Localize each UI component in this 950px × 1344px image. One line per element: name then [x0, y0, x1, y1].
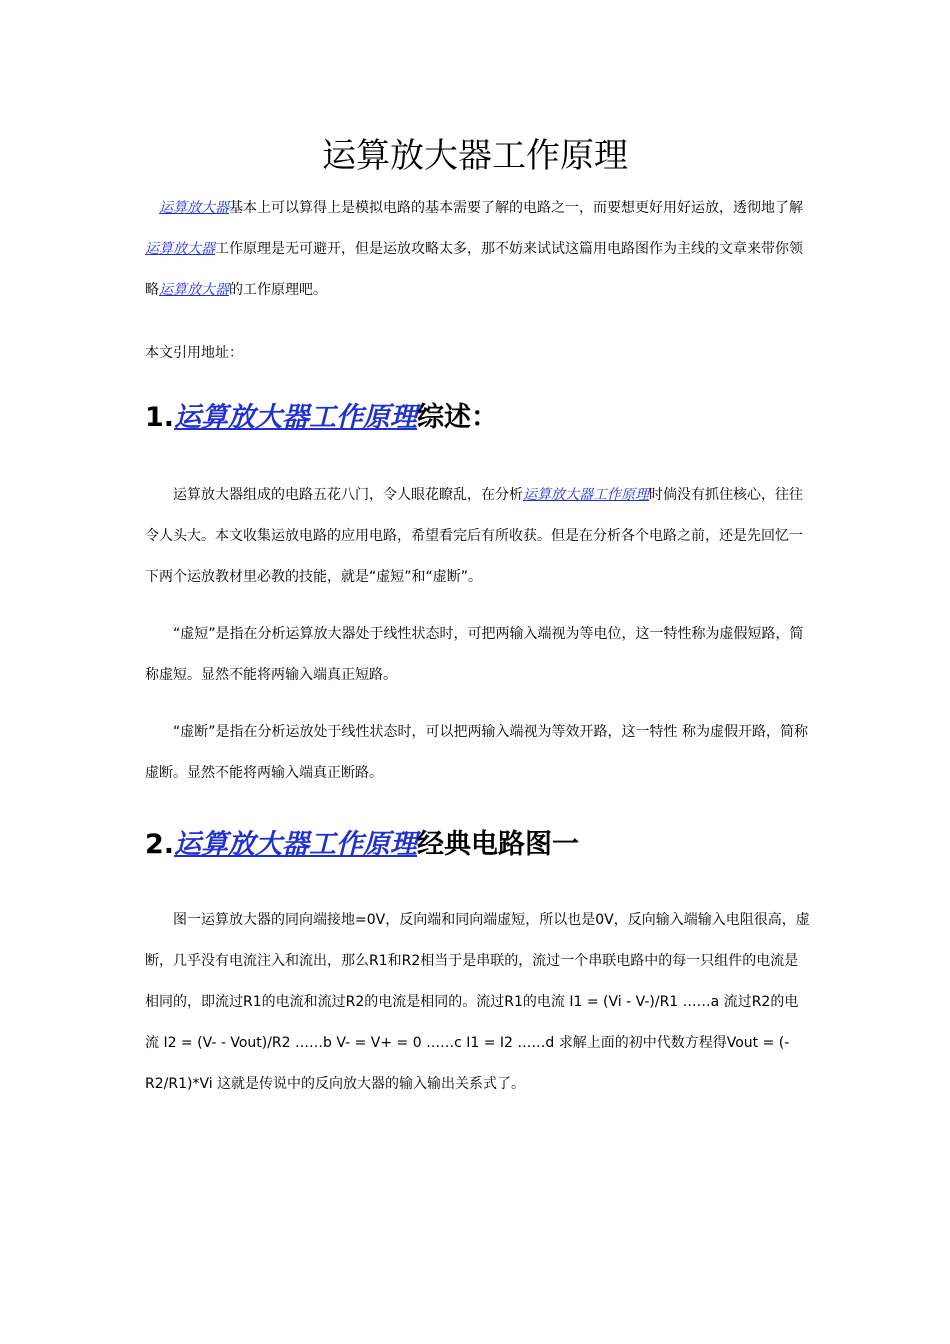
- intro-link-op-amp-2[interactable]: 运算放大器: [145, 241, 215, 257]
- summary-paragraph: [145, 475, 810, 598]
- section-1-rest: 综述：: [417, 402, 499, 433]
- section-2-heading: [145, 825, 845, 865]
- reference-address-label: 本文引用地址：: [145, 345, 243, 361]
- intro-text-3: 的工作原理吧。: [229, 282, 327, 298]
- virtual-open-paragraph: “虚断”是指在分析运放处于线性状态时，可以把两输入端视为等效开路，这一特性 称为虚假开路，简称虚断。显然不能将两输入端真正断路。: [145, 724, 808, 781]
- section-1-heading: [145, 398, 845, 438]
- section-1-number: 1.: [145, 402, 175, 433]
- section-1-link[interactable]: 运算放大器工作原理: [174, 402, 418, 433]
- intro-link-op-amp-1[interactable]: 运算放大器: [159, 200, 229, 216]
- intro-link-op-amp-3[interactable]: 运算放大器: [159, 282, 229, 298]
- section-2-number: 2.: [145, 829, 175, 860]
- summary-link-op-amp-principle[interactable]: 运算放大器工作原理: [523, 487, 649, 503]
- summary-text-pre: 运算放大器组成的电路五花八门，令人眼花瞭乱，在分析: [173, 487, 523, 503]
- circuit-1-paragraph: 图一运算放大器的同向端接地=0V，反向端和同向端虚短，所以也是0V，反向输入端输入电阻很高，虚断，几乎没有电流注入和流出，那么R1和R2相当于是串联的，流过一个串联电路中的每一只组件的电流是相同的，即流过R1的电流和流过R2的电流是相同的。流过R1的电流 I1 = (Vi - V-)/R1 ……a 流过R2的电流 I2 = (V- - Vout)/R2 ……b V- = V+ = 0 ……c I1 = I2 ……d 求解上面的初中代数方程得Vout = (-R2/R1)*Vi 这就是传说中的反向放大器的输入输出关系式了。: [145, 912, 810, 1092]
- virtual-short-paragraph: “虚短”是指在分析运算放大器处于线性状态时，可把两输入端视为等电位，这一特性称为虚假短路，简称虚短。显然不能将两输入端真正短路。: [145, 626, 804, 683]
- section-2-rest: 经典电路图一: [417, 829, 580, 860]
- page-title: 运算放大器工作原理: [322, 136, 628, 176]
- intro-text-2: 工作原理是无可避开，但是运放攻略太多，那不妨来试试这篇用电路图作为主线的文章来带你领略: [145, 241, 803, 298]
- intro-text-1: 基本上可以算得上是模拟电路的基本需要了解的电路之一，而要想更好用好运放，透彻地了解: [229, 200, 803, 216]
- section-2-link[interactable]: 运算放大器工作原理: [174, 829, 418, 860]
- summary-text-post: 时倘没有抓住核心，往往令人头大。本文收集运放电路的应用电路，希望看完后有所收获。但是在分析各个电路之前，还是先回忆一下两个运放教材里必教的技能，就是“虚短”和“虚断”。: [145, 487, 803, 585]
- intro-paragraph: [145, 188, 810, 311]
